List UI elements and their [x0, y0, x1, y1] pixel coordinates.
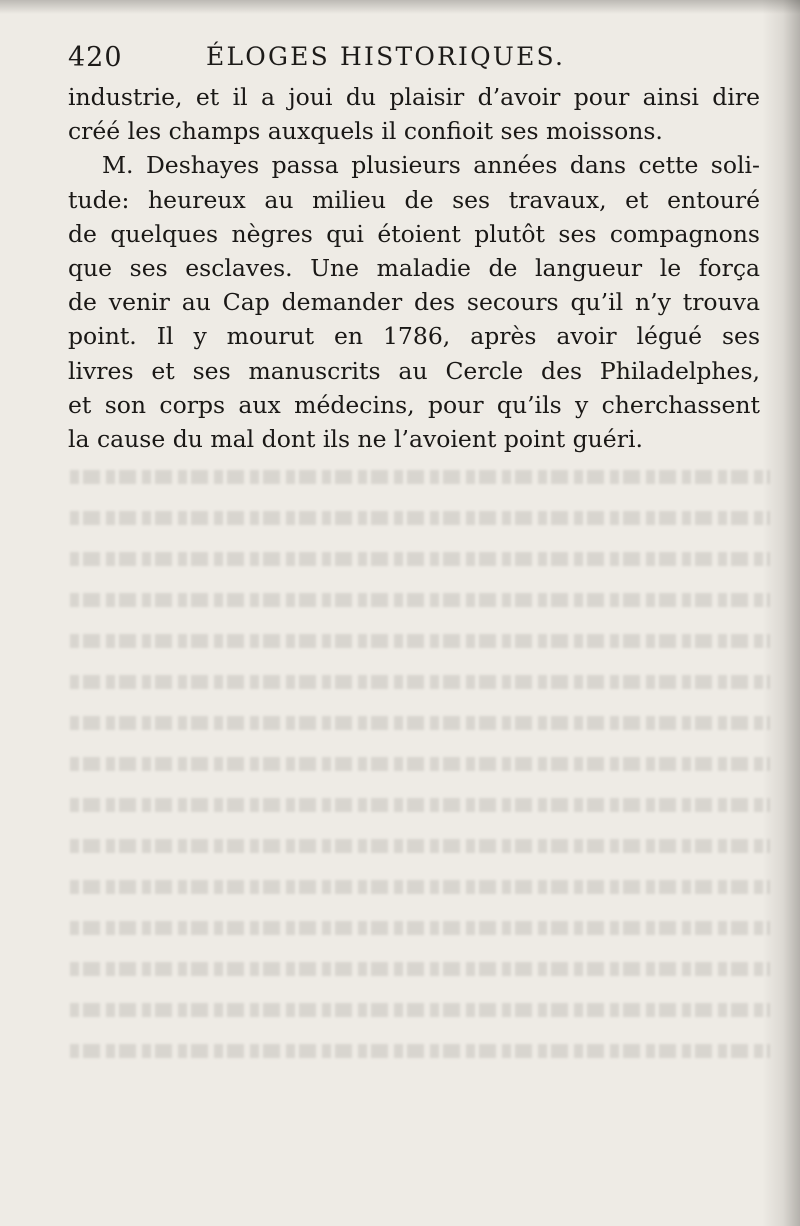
top-edge-shadow [0, 0, 800, 14]
text-line: point. Il y mourut en 1786, après avoir légué ses [68, 322, 760, 351]
running-head [68, 42, 758, 76]
body-text [68, 80, 760, 456]
text-line: la cause du mal dont ils ne l’avoient point guéri. [68, 424, 643, 453]
show-through-text [70, 470, 770, 1120]
text-line: créé les champs auxquels il confioit ses moissons. [68, 117, 663, 146]
text-line: que ses esclaves. Une maladie de langueur le força [68, 253, 760, 282]
text-line: industrie, et il a joui du plaisir d’avoir pour ainsi dire [68, 83, 760, 111]
text-line: de venir au Cap demander des secours qu’il n’y trouva [68, 288, 760, 317]
text-line: M. Deshayes passa plusieurs années dans cette soli- [102, 151, 760, 180]
text-line: et son corps aux médecins, pour qu’ils y cherchassent [68, 390, 760, 419]
text-line: tude: heureux au milieu de ses travaux, et entouré [68, 185, 760, 214]
page-number: 420 [68, 42, 123, 73]
text-line: livres et ses manuscrits au Cercle des Philadelphes, [68, 356, 760, 385]
text-line: de quelques nègres qui étoient plutôt ses compagnons [68, 219, 760, 248]
running-title: ÉLOGES HISTORIQUES. [206, 42, 566, 71]
